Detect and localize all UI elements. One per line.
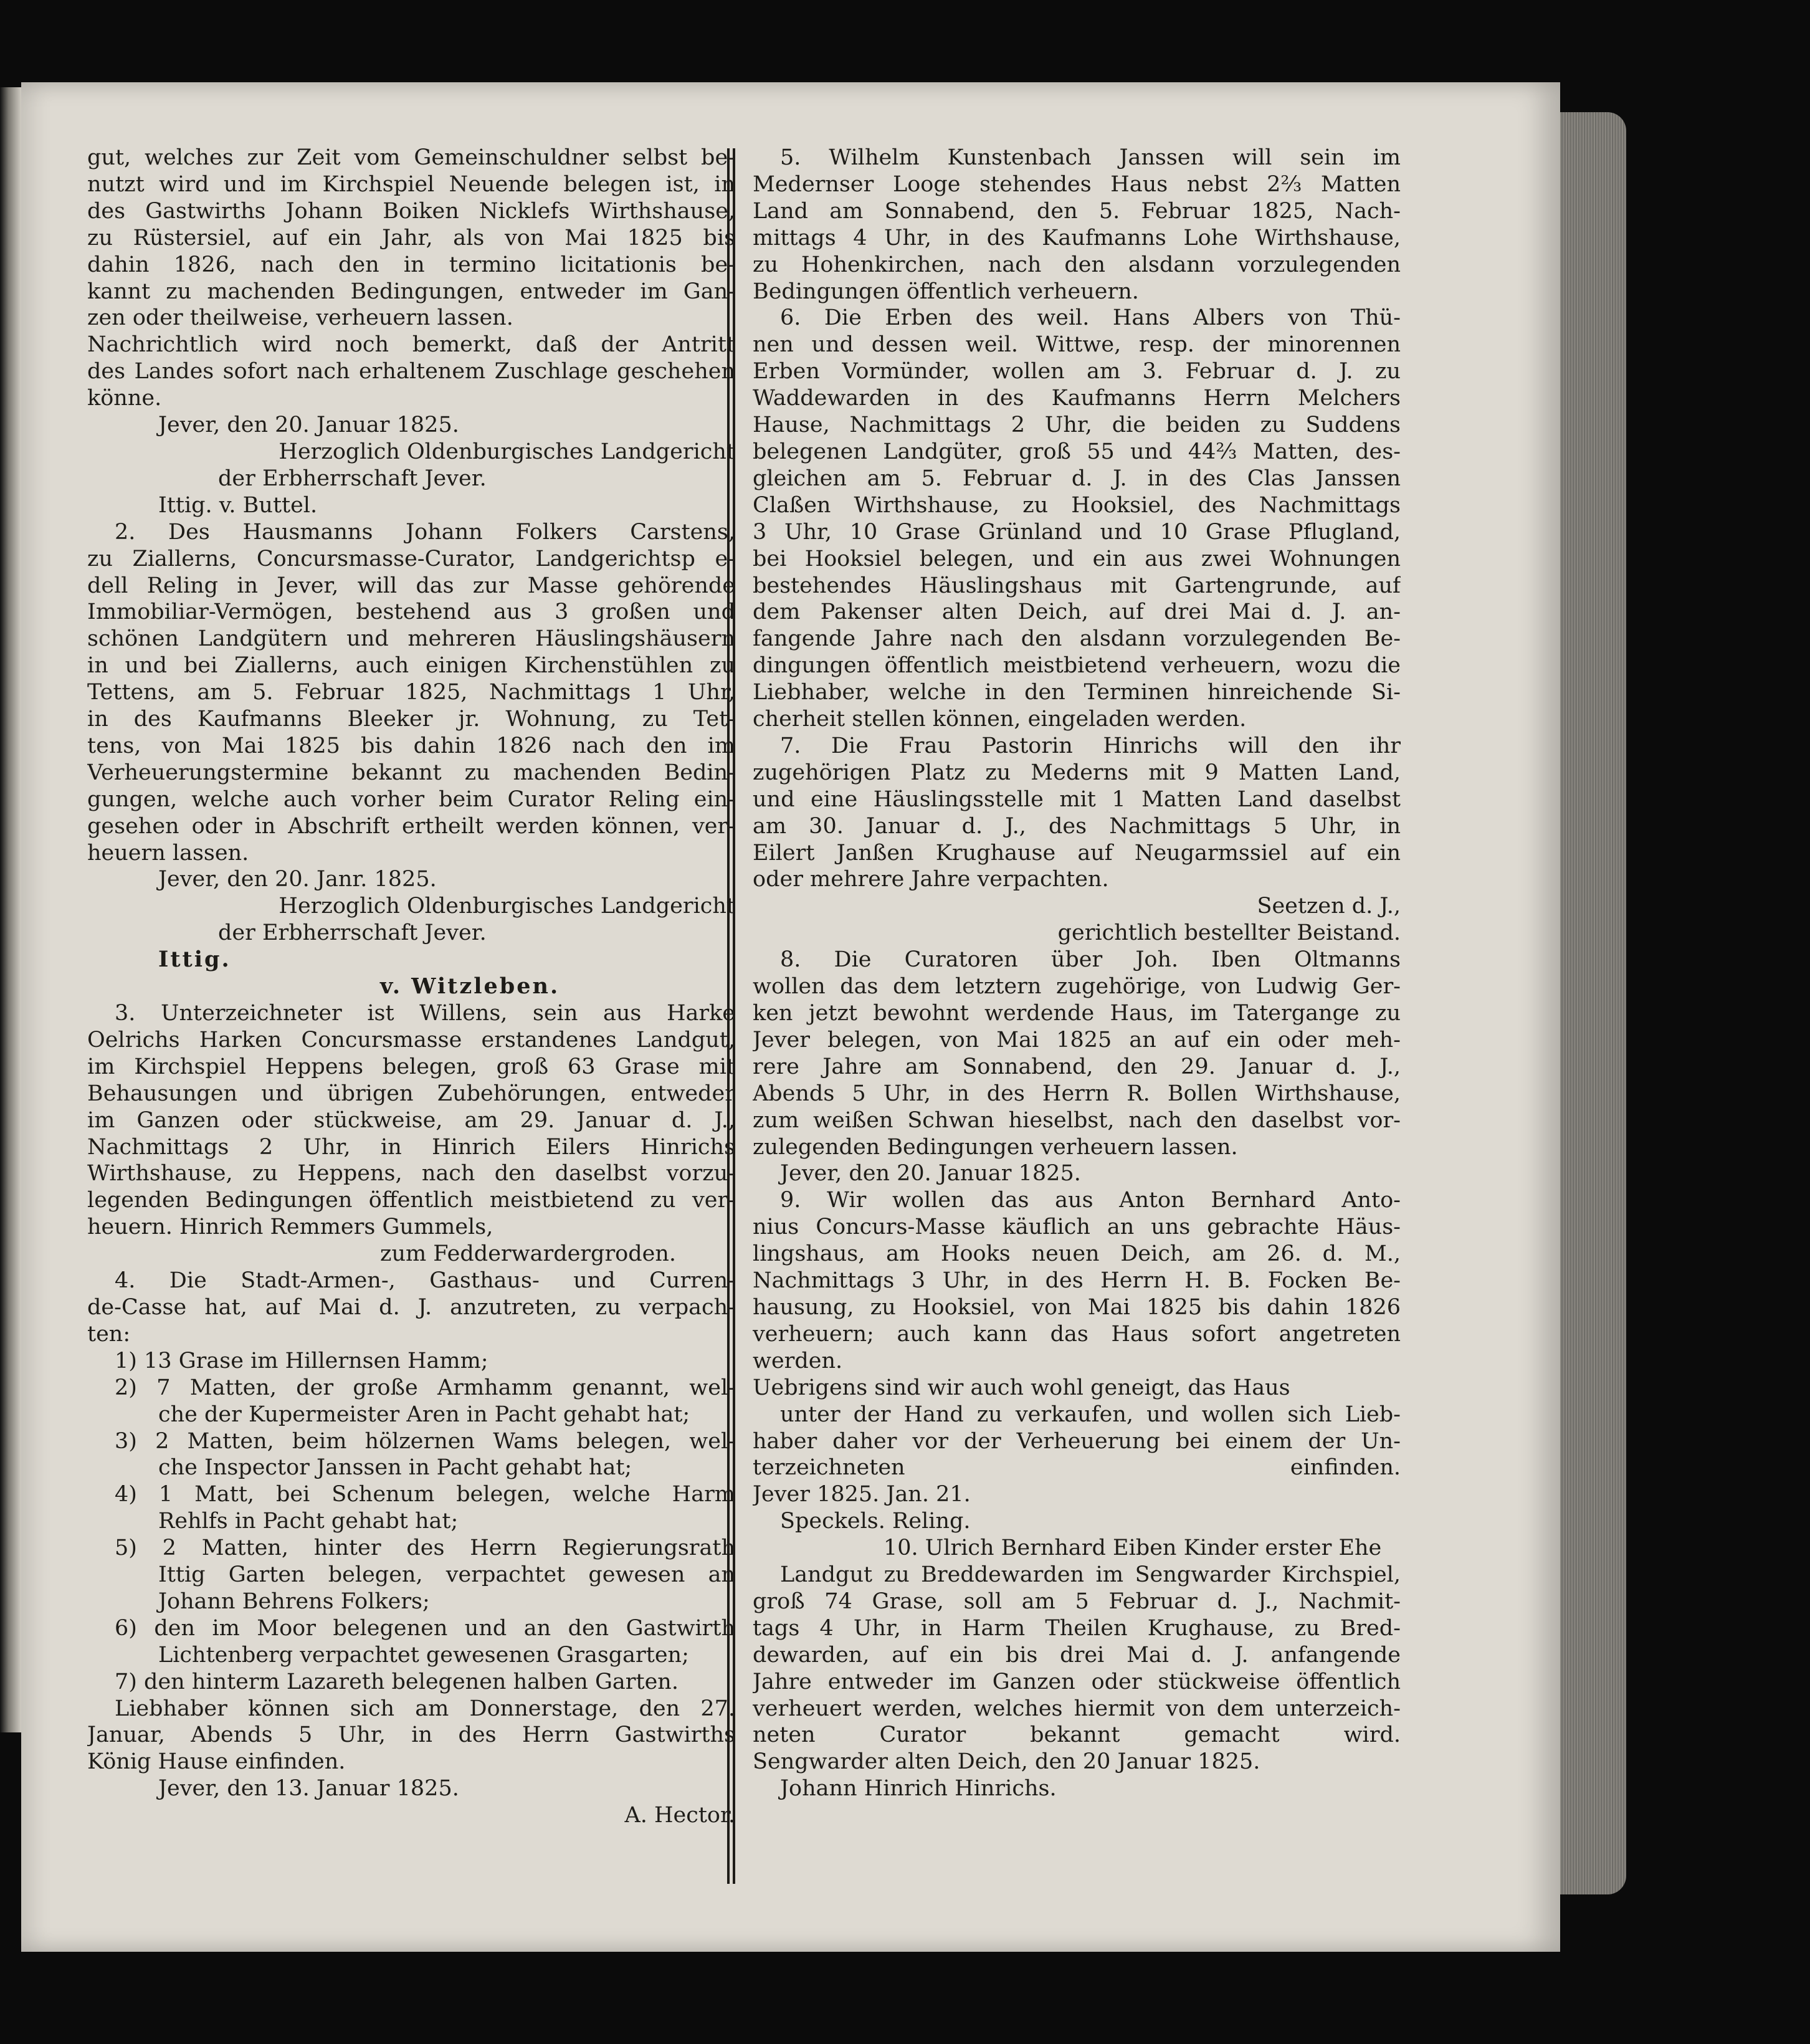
- left-column-line: heuern. Hinrich Remmers Gummels,: [87, 1215, 493, 1240]
- right-column-line: wollen das dem letztern zugehörige, von Ludwig Ger-: [753, 974, 1401, 1000]
- left-column-line: Herzoglich Oldenburgisches Landgericht: [279, 439, 735, 464]
- left-column-line: tens, von Mai 1825 bis dahin 1826 nach den im: [87, 733, 735, 758]
- left-column-line: Behausungen und übrigen Zubehörungen, entweder: [87, 1081, 735, 1106]
- right-column-line: nen und dessen weil. Wittwe, resp. der minorennen: [753, 332, 1401, 358]
- left-column: [87, 145, 735, 1829]
- right-column-line: Liebhaber, welche in den Terminen hinreichende Si-: [753, 680, 1401, 705]
- right-column-line: 9. Wir wollen das aus Anton Bernhard Anto-: [780, 1188, 1401, 1213]
- left-column-line: 4) 1 Matt, bei Schenum belegen, welche Harm: [115, 1482, 735, 1507]
- right-column-line: zulegenden Bedingungen verheuern lassen.: [753, 1134, 1238, 1160]
- left-column-line: Lichtenberg verpachtet gewesenen Grasgarten;: [158, 1642, 689, 1668]
- left-column-line: 2. Des Hausmanns Johann Folkers Carstens,: [115, 519, 735, 545]
- left-column-line: Verheuerungstermine bekannt zu machenden Bedin-: [87, 760, 735, 785]
- right-column-line: gleichen am 5. Februar d. J. in des Clas Janssen: [753, 466, 1401, 491]
- right-column-line: Jever belegen, von Mai 1825 an auf ein oder meh-: [753, 1027, 1401, 1053]
- right-column-line: tags 4 Uhr, in Harm Theilen Krughause, zu Bred-: [753, 1615, 1401, 1641]
- right-column-line: Landgut zu Breddewarden im Sengwarder Kirchspiel,: [780, 1562, 1401, 1588]
- newspaper-page: [21, 82, 1560, 1952]
- left-column-line: che Inspector Janssen in Pacht gehabt hat;: [158, 1455, 632, 1481]
- right-column-line: 7. Die Frau Pastorin Hinrichs will den ihr: [780, 733, 1401, 758]
- right-column-line: bei Hooksiel belegen, und ein aus zwei Wohnungen: [753, 546, 1401, 571]
- left-column-line: 6) den im Moor belegenen und an den Gastwirth: [115, 1615, 735, 1641]
- right-column-line: am 30. Januar d. J., des Nachmittags 5 Uhr, in: [753, 813, 1401, 839]
- right-column-line: Johann Hinrich Hinrichs.: [780, 1776, 1057, 1802]
- right-column-line: dingungen öffentlich meistbietend verheuern, wozu die: [753, 653, 1401, 679]
- right-column-line: werden.: [753, 1348, 843, 1373]
- left-column-line: der Erbherrschaft Jever.: [218, 920, 487, 946]
- left-column-line: Ittig. v. Buttel.: [158, 492, 318, 518]
- left-column-line: Liebhaber können sich am Donnerstage, den 27.: [115, 1696, 735, 1721]
- left-column-line: 4. Die Stadt-Armen-, Gasthaus- und Curren-: [115, 1268, 735, 1294]
- left-column-line: zen oder theilweise, verheuern lassen.: [87, 305, 513, 331]
- right-column-line: Nachmittags 3 Uhr, in des Herrn H. B. Focken Be-: [753, 1268, 1401, 1294]
- right-column-line: Speckels. Reling.: [780, 1509, 971, 1534]
- left-column-line: kannt zu machenden Bedingungen, entweder im Gan-: [87, 279, 735, 304]
- left-column-line: A. Hector.: [624, 1803, 735, 1828]
- right-column-line: Sengwarder alten Deich, den 20 Januar 1825.: [753, 1749, 1260, 1775]
- right-column-line: groß 74 Grase, soll am 5 Februar d. J., Nachmit-: [753, 1588, 1401, 1614]
- left-column-line: gesehen oder in Abschrift ertheilt werden können, ver-: [87, 813, 735, 839]
- left-column-line: gungen, welche auch vorher beim Curator Reling ein-: [87, 786, 735, 812]
- left-column-line: de-Casse hat, auf Mai d. J. anzutreten, zu verpach-: [87, 1294, 735, 1320]
- right-column-line: Jever 1825. Jan. 21.: [753, 1482, 971, 1507]
- right-column: [753, 145, 1401, 1802]
- left-column-line: Ittig Garten belegen, verpachtet gewesen an: [158, 1562, 735, 1588]
- left-column-line: dahin 1826, nach den in termino licitationis be-: [87, 252, 735, 277]
- right-column-line: Land am Sonnabend, den 5. Februar 1825, Nach-: [753, 198, 1401, 224]
- left-column-line: Jever, den 13. Januar 1825.: [158, 1776, 459, 1802]
- right-column-line: Waddewarden in des Kaufmanns Herrn Melchers: [753, 386, 1401, 411]
- left-column-line: zu Rüstersiel, auf ein Jahr, als von Mai 1825 bis: [87, 225, 735, 251]
- right-column-line: Eilert Janßen Krughause auf Neugarmssiel auf ein: [753, 840, 1401, 866]
- column-divider: [727, 148, 735, 1884]
- right-column-line: ken jetzt bewohnt werdende Haus, im Tatergange zu: [753, 1001, 1401, 1026]
- left-column-line: Immobiliar-Vermögen, bestehend aus 3 großen und: [87, 599, 735, 625]
- left-column-line: Nachrichtlich wird noch bemerkt, daß der Antritt: [87, 332, 735, 358]
- right-column-line: Erben Vormünder, wollen am 3. Februar d. J. zu: [753, 359, 1401, 384]
- right-column-line: neten Curator bekannt gemacht wird.: [753, 1722, 1401, 1748]
- right-column-line: zugehörigen Platz zu Mederns mit 9 Matten Land,: [753, 760, 1401, 785]
- left-column-line: Herzoglich Oldenburgisches Landgericht: [279, 894, 735, 919]
- right-column-line: verheuern; auch kann das Haus sofort angetreten: [753, 1321, 1401, 1347]
- right-column-line: zu Hohenkirchen, nach den alsdann vorzulegenden: [753, 252, 1401, 277]
- right-column-line: haber daher vor der Verheuerung bei einem der Un-: [753, 1428, 1401, 1454]
- right-column-line: zum weißen Schwan hieselbst, nach den daselbst vor-: [753, 1107, 1401, 1133]
- left-column-line: v. Witzleben.: [380, 973, 560, 1000]
- right-column-line: mittags 4 Uhr, in des Kaufmanns Lohe Wirthshause,: [753, 225, 1401, 251]
- book-left-edge: [0, 87, 21, 1732]
- right-column-line: 5. Wilhelm Kunstenbach Janssen will sein im: [780, 145, 1401, 170]
- right-column-line: nius Concurs-Masse käuflich an uns gebrachte Häus-: [753, 1215, 1401, 1240]
- left-column-line: gut, welches zur Zeit vom Gemeinschuldner selbst be-: [87, 145, 735, 170]
- right-column-line: Claßen Wirthshause, zu Hooksiel, des Nachmittags: [753, 492, 1401, 518]
- left-column-line: Johann Behrens Folkers;: [158, 1588, 430, 1614]
- right-column-line: terzeichneten einfinden.: [753, 1455, 1401, 1481]
- left-column-line: 1) 13 Grase im Hillernsen Hamm;: [115, 1348, 488, 1373]
- right-column-line: dewarden, auf ein bis drei Mai d. J. anfangende: [753, 1642, 1401, 1668]
- left-column-line: Tettens, am 5. Februar 1825, Nachmittags 1 Uhr,: [87, 680, 735, 705]
- left-column-line: Jever, den 20. Januar 1825.: [158, 413, 459, 438]
- right-column-line: 6. Die Erben des weil. Hans Albers von Thü-: [780, 305, 1401, 331]
- left-column-line: Rehlfs in Pacht gehabt hat;: [158, 1509, 459, 1534]
- left-column-line: 2) 7 Matten, der große Armhamm genannt, wel-: [115, 1375, 735, 1400]
- right-column-line: 3 Uhr, 10 Grase Grünland und 10 Grase Pflugland,: [753, 519, 1401, 545]
- right-column-line: dem Pakenser alten Deich, auf drei Mai d. J. an-: [753, 599, 1401, 625]
- left-column-line: zum Fedderwardergroden.: [380, 1241, 677, 1267]
- left-column-line: 7) den hinterm Lazareth belegenen halben Garten.: [115, 1669, 679, 1694]
- right-column-line: Jahre entweder im Ganzen oder stückweise öffentlich: [753, 1669, 1401, 1694]
- right-column-line: Abends 5 Uhr, in des Herrn R. Bollen Wirthshause,: [753, 1081, 1401, 1106]
- left-column-line: che der Kupermeister Aren in Pacht gehabt hat;: [158, 1402, 690, 1427]
- left-column-line: dell Reling in Jever, will das zur Masse gehörende: [87, 573, 735, 598]
- left-column-line: Nachmittags 2 Uhr, in Hinrich Eilers Hinrichs: [87, 1134, 735, 1160]
- right-column-line: Seetzen d. J.,: [1257, 894, 1401, 919]
- left-column-line: in des Kaufmanns Bleeker jr. Wohnung, zu Tet-: [87, 707, 735, 732]
- left-column-line: im Ganzen oder stückweise, am 29. Januar d. J.,: [87, 1107, 735, 1133]
- left-column-line: ten:: [87, 1321, 131, 1347]
- right-column-line: verheuert werden, welches hiermit von dem unterzeich-: [753, 1696, 1401, 1721]
- right-column-line: Jever, den 20. Januar 1825.: [780, 1161, 1081, 1187]
- left-column-line: Jever, den 20. Janr. 1825.: [158, 867, 437, 892]
- right-column-line: unter der Hand zu verkaufen, und wollen sich Lieb-: [780, 1402, 1401, 1427]
- right-column-line: hausung, zu Hooksiel, von Mai 1825 bis dahin 1826: [753, 1294, 1401, 1320]
- left-column-line: des Gastwirths Johann Boiken Nicklefs Wirthshause,: [87, 198, 735, 224]
- left-column-line: legenden Bedingungen öffentlich meistbietend zu ver-: [87, 1188, 735, 1213]
- left-column-line: zu Ziallerns, Concursmasse-Curator, Landgerichtsp e-: [87, 546, 735, 571]
- right-column-line: gerichtlich bestellter Beistand.: [1057, 920, 1401, 946]
- left-column-line: König Hause einfinden.: [87, 1749, 346, 1775]
- right-column-line: bestehendes Häuslingshaus mit Gartengrunde, auf: [753, 573, 1401, 598]
- right-column-line: fangende Jahre nach den alsdann vorzulegenden Be-: [753, 626, 1401, 652]
- right-column-line: lingshaus, am Hooks neuen Deich, am 26. d. M.,: [753, 1241, 1401, 1267]
- right-column-line: und eine Häuslingsstelle mit 1 Matten Land daselbst: [753, 786, 1401, 812]
- left-column-line: Oelrichs Harken Concursmasse erstandenes Landgut,: [87, 1027, 735, 1053]
- right-column-line: oder mehrere Jahre verpachten.: [753, 867, 1109, 892]
- right-column-line: rere Jahre am Sonnabend, den 29. Januar d. J.,: [753, 1054, 1401, 1079]
- right-column-line: belegenen Landgüter, groß 55 und 44⅔ Matten, des-: [753, 439, 1401, 464]
- left-column-line: heuern lassen.: [87, 840, 249, 866]
- left-column-line: im Kirchspiel Heppens belegen, groß 63 Grase mit: [87, 1054, 735, 1079]
- left-column-line: des Landes sofort nach erhaltenem Zuschlage geschehen: [87, 359, 735, 384]
- right-column-line: Medernser Looge stehendes Haus nebst 2⅔ Matten: [753, 171, 1401, 197]
- left-column-line: 5) 2 Matten, hinter des Herrn Regierungsrath: [115, 1535, 735, 1561]
- right-column-line: Bedingungen öffentlich verheuern.: [753, 279, 1139, 304]
- left-column-line: 3) 2 Matten, beim hölzernen Wams belegen, wel-: [115, 1428, 735, 1454]
- right-column-line: Uebrigens sind wir auch wohl geneigt, das Haus: [753, 1375, 1290, 1400]
- left-column-line: nutzt wird und im Kirchspiel Neuende belegen ist, in: [87, 171, 735, 197]
- left-column-line: in und bei Ziallerns, auch einigen Kirchenstühlen zu: [87, 653, 735, 679]
- left-column-line: Ittig.: [158, 947, 231, 973]
- left-column-line: Januar, Abends 5 Uhr, in des Herrn Gastwirths: [87, 1722, 735, 1748]
- left-column-line: Wirthshause, zu Heppens, nach den daselbst vorzu-: [87, 1161, 735, 1187]
- right-column-line: 8. Die Curatoren über Joh. Iben Oltmanns: [780, 947, 1401, 973]
- left-column-line: 3. Unterzeichneter ist Willens, sein aus Harke: [115, 1001, 735, 1026]
- left-column-line: könne.: [87, 386, 162, 411]
- right-column-line: cherheit stellen können, eingeladen werden.: [753, 707, 1247, 732]
- right-column-line: Hause, Nachmittags 2 Uhr, die beiden zu Suddens: [753, 413, 1401, 438]
- right-column-line: 10. Ulrich Bernhard Eiben Kinder erster Ehe: [884, 1535, 1382, 1561]
- left-column-line: schönen Landgütern und mehreren Häuslingshäusern: [87, 626, 735, 652]
- left-column-line: der Erbherrschaft Jever.: [218, 466, 487, 491]
